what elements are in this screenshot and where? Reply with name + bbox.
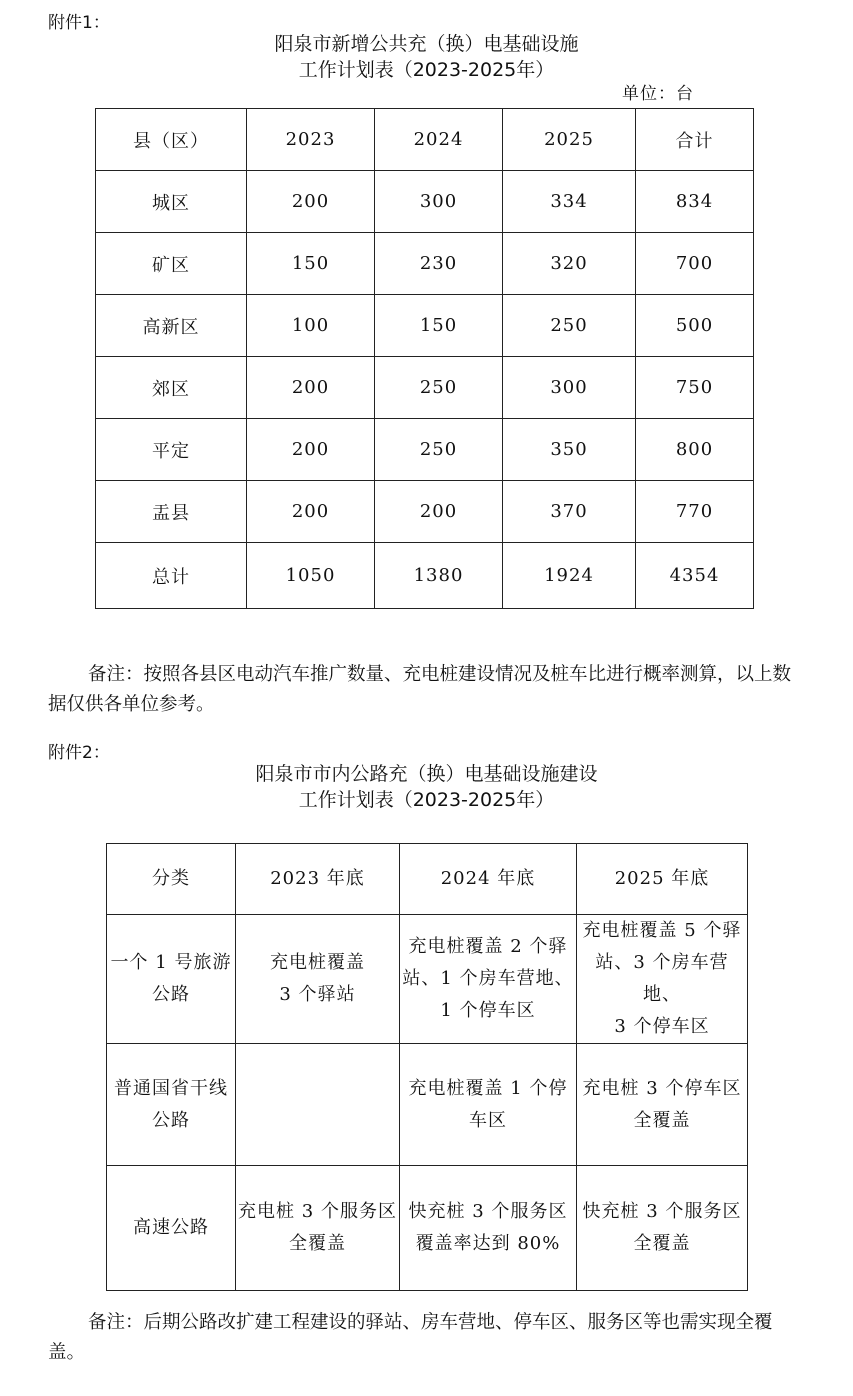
table-cell: 100 bbox=[247, 295, 375, 357]
cell-text: 一个 1 号旅游 公路 bbox=[110, 952, 232, 1005]
table-cell bbox=[577, 915, 748, 1044]
attachment2-title-line2: 工作计划表（2023-2025年） bbox=[298, 789, 555, 811]
table-cell: 总计 bbox=[96, 543, 247, 609]
header-county: 县（区） bbox=[96, 109, 247, 171]
table-header-row bbox=[107, 844, 748, 915]
table-cell: 700 bbox=[636, 233, 754, 295]
header-end-2023: 2023 年底 bbox=[236, 844, 400, 915]
table-cell: 200 bbox=[247, 419, 375, 481]
table-cell: 770 bbox=[636, 481, 754, 543]
table-cell: 250 bbox=[375, 419, 503, 481]
header-2023: 2023 bbox=[247, 109, 375, 171]
table-row bbox=[96, 295, 754, 357]
cell-text: 普通国省干线 公路 bbox=[114, 1077, 228, 1131]
table-cell: 300 bbox=[375, 171, 503, 233]
table-cell bbox=[236, 915, 400, 1044]
header-end-2024: 2024 年底 bbox=[400, 844, 577, 915]
attachment1-title-line2: 工作计划表（2023-2025年） bbox=[298, 59, 555, 81]
table-cell bbox=[400, 1166, 577, 1291]
table-cell bbox=[236, 1166, 400, 1291]
table-cell bbox=[400, 915, 577, 1044]
table-cell: 平定 bbox=[96, 419, 247, 481]
attachment2-title-line1: 阳泉市市内公路充（换）电基础设施建设 bbox=[255, 763, 598, 785]
unit-label: 单位：台 bbox=[622, 84, 694, 104]
table-cell: 300 bbox=[503, 357, 636, 419]
table-cell: 郊区 bbox=[96, 357, 247, 419]
table-cell: 800 bbox=[636, 419, 754, 481]
table-row bbox=[107, 915, 748, 1044]
table-cell bbox=[236, 1044, 400, 1166]
table-row bbox=[96, 481, 754, 543]
table-cell: 150 bbox=[375, 295, 503, 357]
table-cell: 200 bbox=[247, 171, 375, 233]
table-header-row bbox=[96, 109, 754, 171]
table-cell: 高新区 bbox=[96, 295, 247, 357]
cell-text: 快充桩 3 个服务区 全覆盖 bbox=[582, 1201, 742, 1254]
table-row bbox=[96, 419, 754, 481]
table-cell: 750 bbox=[636, 357, 754, 419]
table-cell: 350 bbox=[503, 419, 636, 481]
table-row bbox=[96, 233, 754, 295]
table-cell: 200 bbox=[247, 357, 375, 419]
table-cell bbox=[107, 1044, 236, 1166]
table-row bbox=[107, 1044, 748, 1166]
header-2024: 2024 bbox=[375, 109, 503, 171]
table-cell: 矿区 bbox=[96, 233, 247, 295]
table-cell: 500 bbox=[636, 295, 754, 357]
table-cell: 150 bbox=[247, 233, 375, 295]
table-cell: 1380 bbox=[375, 543, 503, 609]
cell-text: 充电桩覆盖 1 个停 车区 bbox=[408, 1077, 568, 1131]
table-row bbox=[96, 171, 754, 233]
header-end-2025: 2025 年底 bbox=[577, 844, 748, 915]
header-category: 分类 bbox=[107, 844, 236, 915]
table-cell: 370 bbox=[503, 481, 636, 543]
table-cell bbox=[577, 1166, 748, 1291]
table-row bbox=[107, 1166, 748, 1291]
cell-text: 高速公路 bbox=[133, 1217, 209, 1238]
charging-plan-table bbox=[95, 108, 754, 609]
table-cell: 200 bbox=[247, 481, 375, 543]
table-cell bbox=[107, 1166, 236, 1291]
table-cell bbox=[107, 915, 236, 1044]
cell-text: 充电桩 3 个服务区 全覆盖 bbox=[238, 1201, 397, 1254]
header-2025: 2025 bbox=[503, 109, 636, 171]
table-cell: 4354 bbox=[636, 543, 754, 609]
cell-text: 充电桩 3 个停车区 全覆盖 bbox=[582, 1077, 742, 1131]
table-cell: 1924 bbox=[503, 543, 636, 609]
header-total: 合计 bbox=[636, 109, 754, 171]
table-cell: 320 bbox=[503, 233, 636, 295]
table-cell: 1050 bbox=[247, 543, 375, 609]
attachment1-note: 备注：按照各县区电动汽车推广数量、充电桩建设情况及桩车比进行概率测算，以上数据仅供各单位参考。 bbox=[48, 664, 792, 715]
cell-text: 充电桩覆盖 3 个驿站 bbox=[270, 952, 365, 1005]
road-charging-plan-table bbox=[106, 843, 748, 1291]
table-total-row bbox=[96, 543, 754, 609]
table-cell: 250 bbox=[375, 357, 503, 419]
table-cell: 城区 bbox=[96, 171, 247, 233]
table-cell: 834 bbox=[636, 171, 754, 233]
table-cell: 盂县 bbox=[96, 481, 247, 543]
attachment1-title-line1: 阳泉市新增公共充（换）电基础设施 bbox=[274, 33, 579, 55]
table-row bbox=[96, 357, 754, 419]
table-cell: 250 bbox=[503, 295, 636, 357]
cell-text: 充电桩覆盖 2 个驿 站、1 个房车营地、 1 个停车区 bbox=[402, 936, 574, 1021]
cell-text: 快充桩 3 个服务区 覆盖率达到 80% bbox=[408, 1201, 568, 1254]
cell-text: 充电桩覆盖 5 个驿 站、3 个房车营地、 3 个停车区 bbox=[582, 920, 742, 1037]
table-cell: 200 bbox=[375, 481, 503, 543]
attachment1-label: 附件1： bbox=[48, 13, 110, 33]
table-cell bbox=[577, 1044, 748, 1166]
table-cell bbox=[400, 1044, 577, 1166]
attachment2-note: 备注：后期公路改扩建工程建设的驿站、房车营地、停车区、服务区等也需实现全覆盖。 bbox=[48, 1312, 773, 1363]
table-cell: 230 bbox=[375, 233, 503, 295]
attachment2-label: 附件2： bbox=[48, 743, 110, 763]
table-cell: 334 bbox=[503, 171, 636, 233]
